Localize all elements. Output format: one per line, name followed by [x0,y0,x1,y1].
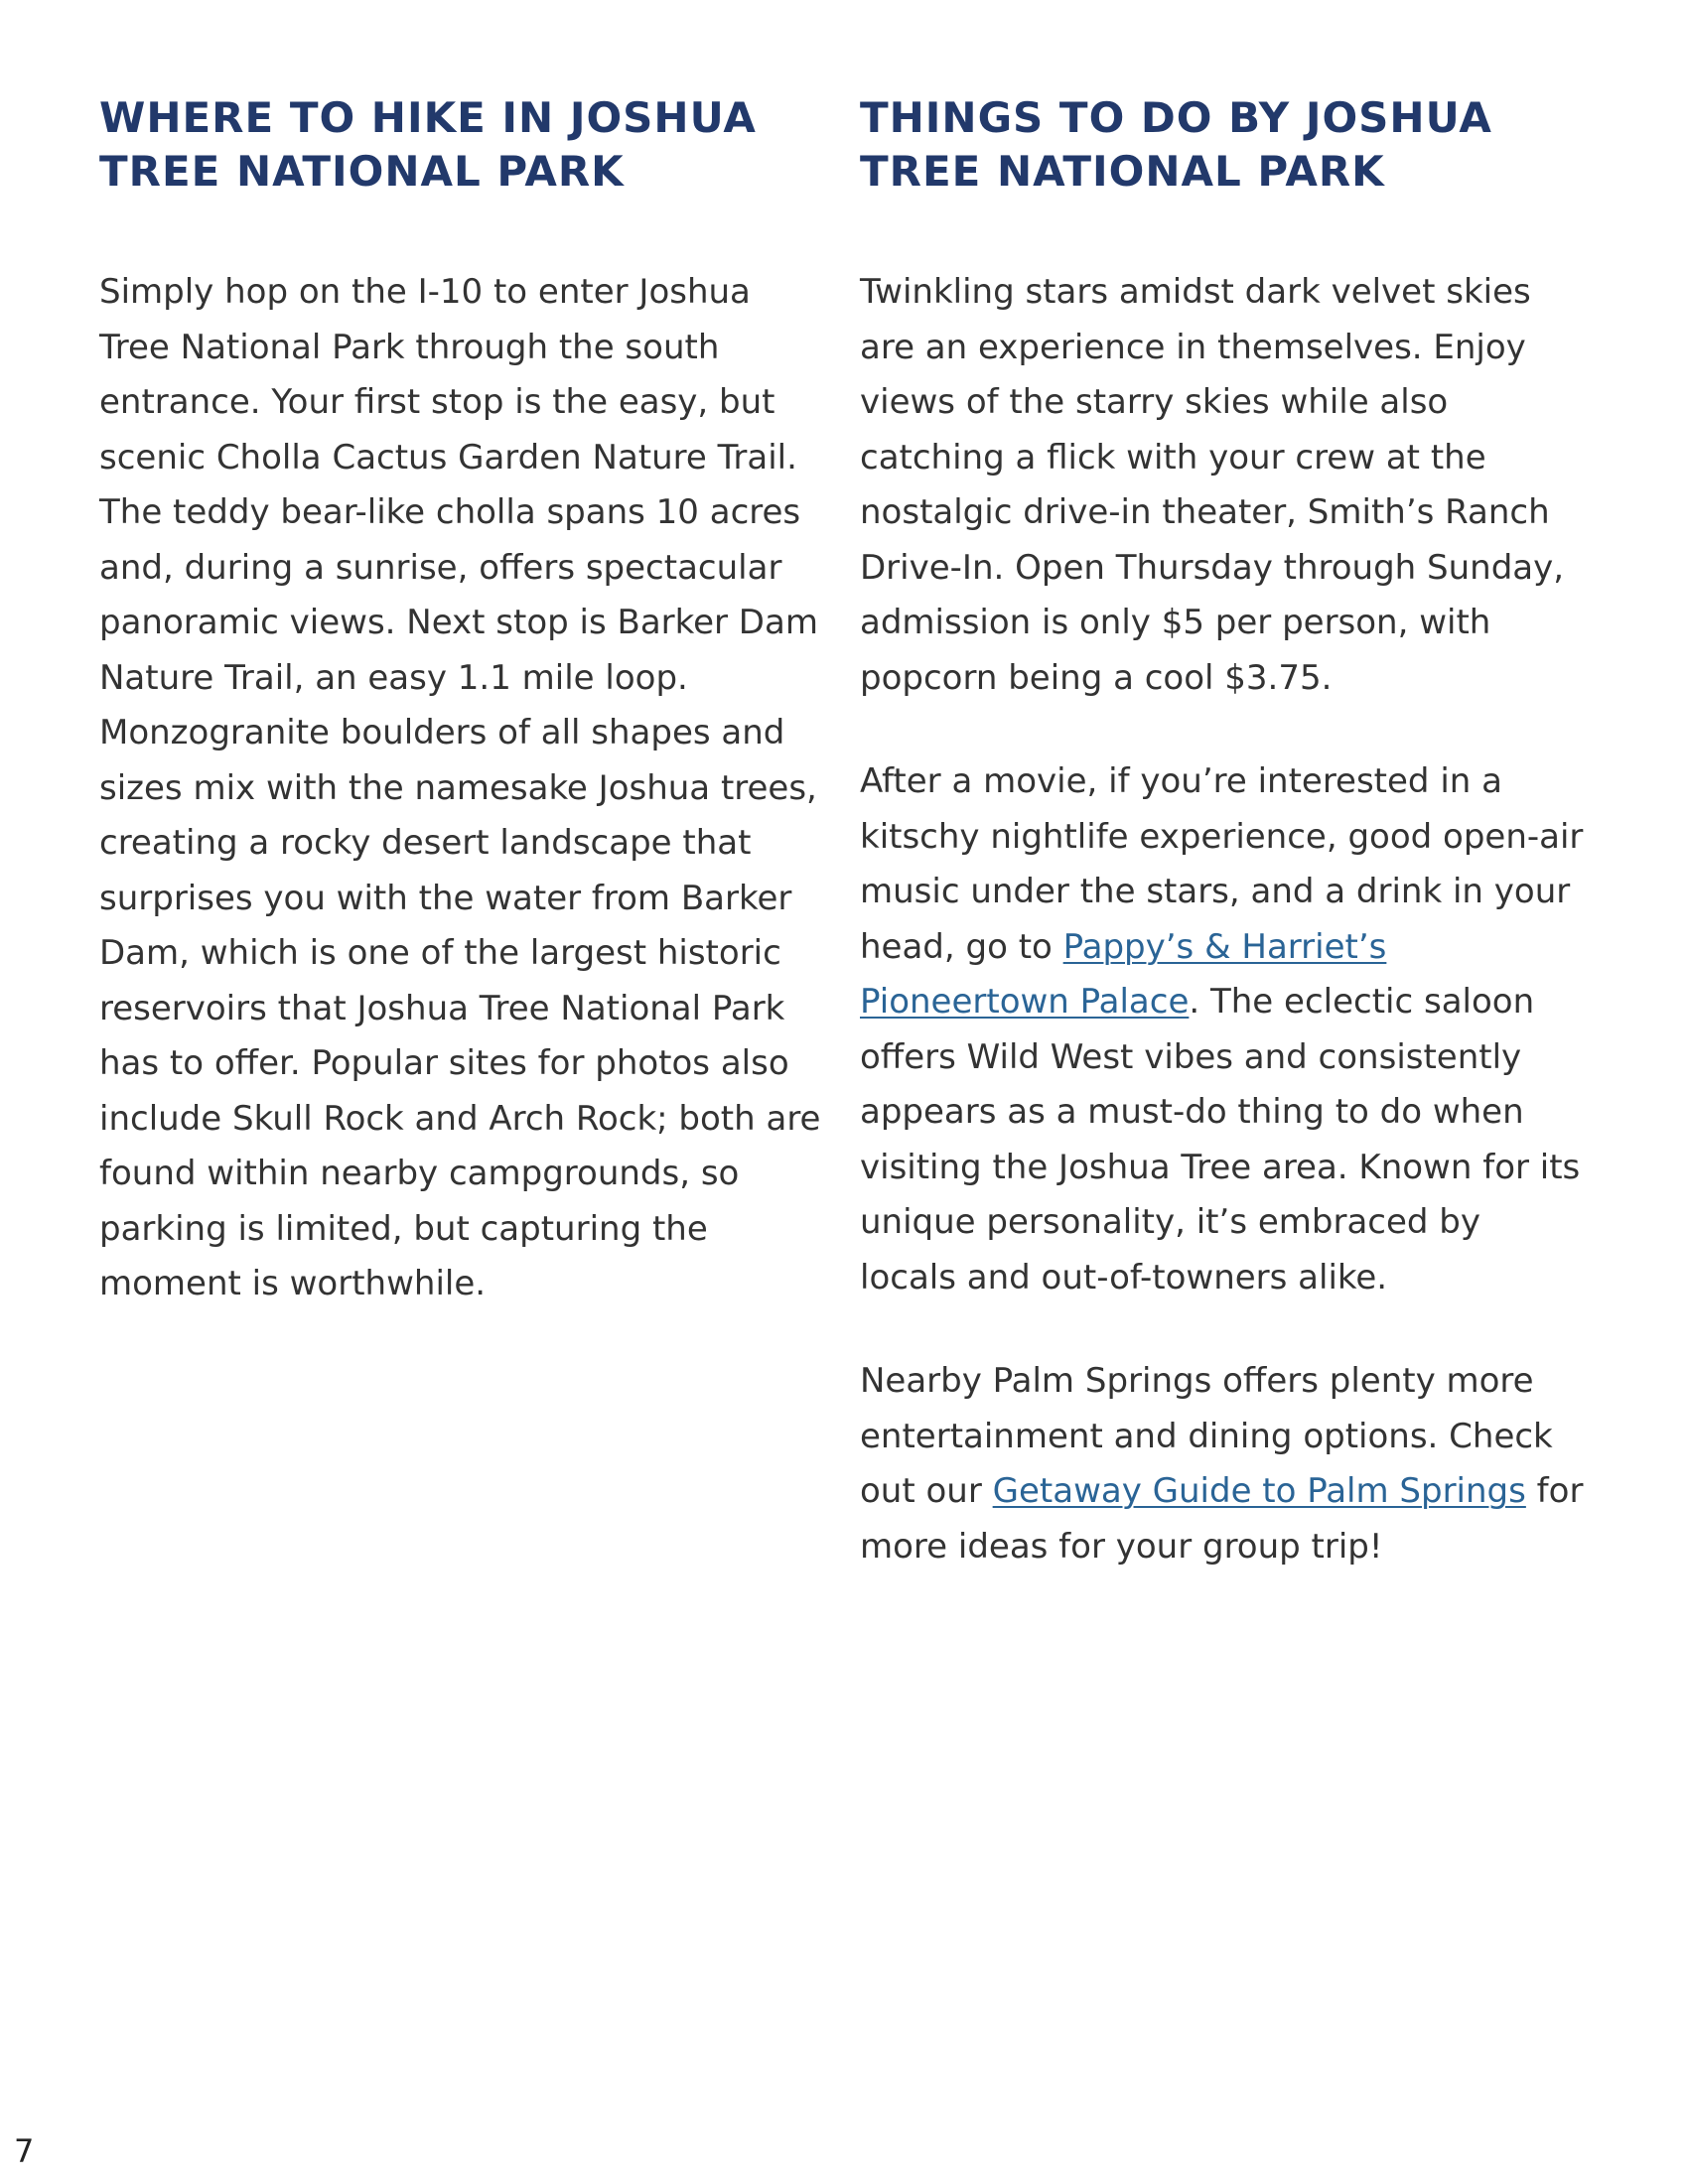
drive-in-paragraph: Twinkling stars amidst dark velvet skies are an experience in themselves. Enjoy views of the starry skies while also catching a flick with your crew at the nostalgic drive-in theater, Smith’s Ranch Drive-In. Open Thursday through Sunday, admission is only $5 per person, with popcorn being a cool $3.75. [860,272,1565,698]
nightlife-text-before: After a movie, if you’re interested in a kitschy nightlife experience, good open-air music under the stars, and a drink in your head, go to [860,761,1584,967]
palm-springs-guide-link[interactable]: Getaway Guide to Palm Springs [992,1471,1526,1511]
things-to-do-heading: THINGS TO DO BY JOSHUA TREE NATIONAL PARK [860,93,1492,196]
hike-section-paragraph: Simply hop on the I-10 to enter Joshua Tree National Park through the south entrance. Your first stop is the easy, but scenic Cholla Cactus Garden Nature Trail. The teddy bear-like cholla spans 10 acres and, during a sunrise, offers spectacular panoramic views. Next stop is Barker Dam Nature Trail, an easy 1.1 mile loop. Monzogranite boulders of all shapes and sizes mix with the namesake Joshua trees, creating a rocky desert landscape that surprises you with the water from Barker Dam, which is one of the largest historic reservoirs that Joshua Tree National Park has to offer. Popular sites for photos also include Skull Rock and Arch Rock; both are found within nearby campgrounds, so parking is limited, but capturing the moment is worthwhile. [99,272,821,1303]
nightlife-paragraph [860,754,1585,1305]
right-column [860,91,1595,1574]
palm-springs-text-after: for more ideas for your group trip! [860,1471,1584,1567]
left-column [99,91,834,1312]
nightlife-text-after: . The eclectic saloon offers Wild West vibes and consistently appears as a must-do thing to do when visiting the Joshua Tree area. Known for its unique personality, it’s embraced by locals and out-of-towners alike. [860,982,1581,1297]
pappys-harriets-link[interactable]: Pappy’s & Harriet’s Pioneertown Palace [860,926,1387,1022]
palm-springs-text-before: Nearby Palm Springs offers plenty more entertainment and dining options. Check out our [860,1361,1553,1511]
palm-springs-paragraph [860,1354,1585,1574]
hike-section-heading: WHERE TO HIKE IN JOSHUA TREE NATIONAL PARK [99,93,757,196]
page-number: 7 [14,2132,35,2170]
